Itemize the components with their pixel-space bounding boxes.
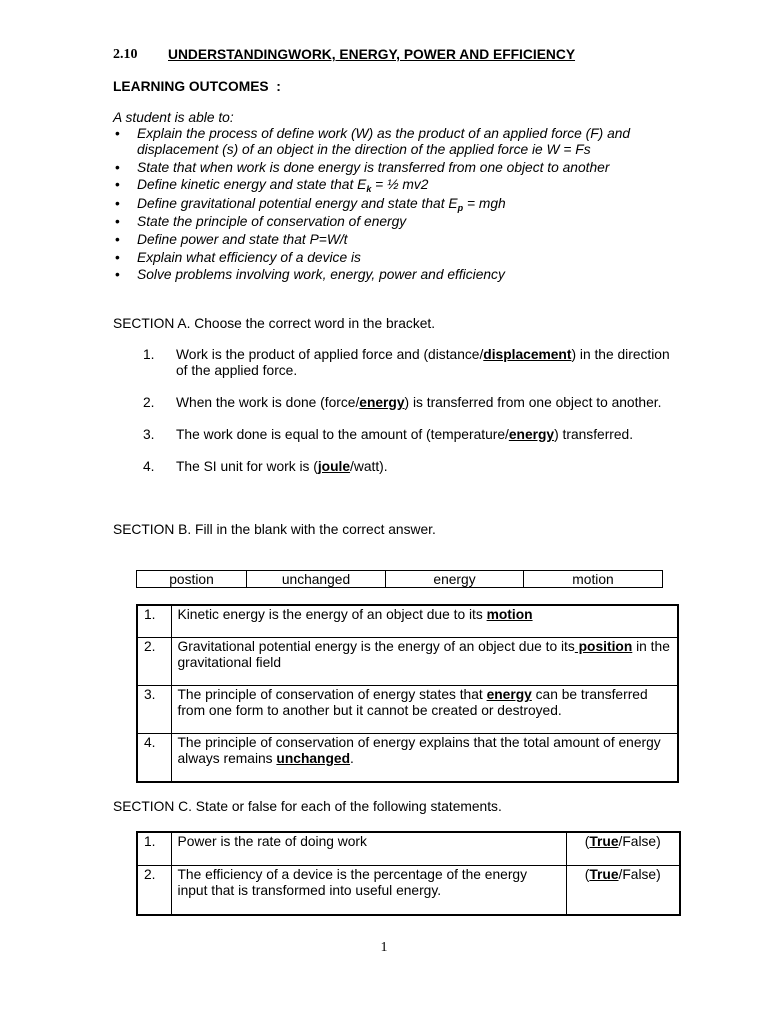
table-row	[137, 832, 680, 866]
word-bank-cell: energy	[386, 571, 524, 588]
row-number: 4.	[137, 734, 171, 783]
section-number: 2.10	[113, 47, 138, 62]
section-a-heading: SECTION A. Choose the correct word in the bracket.	[113, 316, 436, 332]
learning-outcomes-heading: LEARNING OUTCOMES :	[113, 79, 281, 94]
question-item	[143, 459, 768, 475]
question-text-after: /watt).	[350, 459, 388, 475]
learning-outcome-item	[137, 126, 677, 158]
row-text-after: can be transferred from one form to another but it cannot be created or destroyed.	[177, 687, 648, 719]
question-text-before: Work is the product of applied force and (distance/	[176, 347, 484, 363]
row-text	[171, 686, 678, 734]
row-text-before: Kinetic energy is the energy of an object due to its	[177, 607, 487, 623]
word-bank-cell: unchanged	[247, 571, 386, 588]
row-text	[171, 605, 678, 638]
true-false-answer	[566, 866, 680, 916]
table-row	[137, 734, 678, 783]
document-title: UNDERSTANDINGWORK, ENERGY, POWER AND EFFICIENCY	[168, 47, 576, 62]
section-c-table	[136, 831, 681, 916]
row-text-before: Gravitational potential energy is the energy of an object due to its	[177, 639, 575, 655]
section-a-questions	[143, 347, 768, 475]
word-bank-cell: motion	[524, 571, 663, 588]
question-number: 3.	[143, 427, 155, 443]
row-text-after: .	[350, 751, 354, 767]
row-text	[171, 734, 678, 783]
section-header	[113, 47, 768, 63]
question-number: 1.	[143, 347, 155, 363]
learning-outcome-item	[137, 177, 677, 194]
question-text-before: When the work is done (force/	[176, 395, 360, 411]
learning-outcome-text-after: = mgh	[463, 195, 506, 211]
question-text	[176, 347, 678, 379]
question-text-after: ) in the direction of the applied force.	[176, 347, 670, 379]
section-c-heading: SECTION C. State or false for each of the following statements.	[113, 799, 502, 815]
question-answer: energy	[508, 427, 555, 443]
answer-open: (	[584, 834, 590, 850]
row-answer: unchanged	[276, 751, 351, 767]
learning-outcome-text: Solve problems involving work, energy, power and efficiency	[137, 267, 505, 283]
table-row	[137, 866, 680, 916]
learning-outcome-text: Define power and state that P=W/t	[137, 231, 348, 247]
learning-outcome-item	[137, 196, 677, 213]
question-text-after: ) transferred.	[554, 427, 634, 443]
learning-outcome-item	[137, 250, 677, 266]
question-item	[143, 395, 768, 411]
table-row	[137, 686, 678, 734]
question-answer: energy	[359, 395, 405, 411]
question-item	[143, 427, 768, 443]
question-item	[143, 347, 768, 379]
learning-outcome-text: Explain the process of define work (W) as the product of an applied force (F) and displacement (s) of an object in the direction of the applied force ie W = Fs	[137, 126, 631, 157]
question-answer: joule	[317, 459, 351, 475]
word-bank-cell: postion	[137, 571, 247, 588]
learning-outcome-item	[137, 214, 677, 230]
learning-outcomes-intro: A student is able to:	[113, 110, 234, 125]
table-row	[137, 638, 678, 686]
question-number: 2.	[143, 395, 155, 411]
section-b-heading: SECTION B. Fill in the blank with the correct answer.	[113, 522, 436, 538]
learning-outcome-text: State the principle of conservation of energy	[137, 214, 407, 230]
row-number: 2.	[137, 638, 171, 686]
question-text-after: ) is transferred from one object to another.	[404, 395, 662, 411]
answer-close: /False)	[618, 867, 661, 883]
answer-choice: True	[589, 834, 619, 850]
table-row	[137, 605, 678, 638]
row-answer: motion	[486, 607, 533, 623]
question-text-before: The SI unit for work is (	[176, 459, 318, 475]
row-text-before: The principle of conservation of energy explains that the total amount of energy always remains	[177, 735, 661, 767]
learning-outcome-item	[137, 232, 677, 248]
section-b-table	[136, 604, 679, 783]
subscript: p	[457, 202, 464, 213]
learning-outcome-item	[137, 267, 677, 283]
answer-open: (	[584, 867, 590, 883]
question-text-before: The work done is equal to the amount of (temperature/	[176, 427, 509, 443]
statement-text: The efficiency of a device is the percentage of the energy input that is transformed into useful energy.	[171, 866, 566, 916]
learning-outcome-text: Define gravitational potential energy and state that E	[137, 195, 458, 211]
learning-outcome-text: Explain what efficiency of a device is	[137, 249, 361, 265]
word-bank-table	[136, 570, 663, 588]
row-number: 3.	[137, 686, 171, 734]
row-number: 1.	[137, 605, 171, 638]
question-text	[176, 459, 678, 475]
answer-choice: True	[589, 867, 619, 883]
statement-text: Power is the rate of doing work	[171, 832, 566, 866]
learning-outcome-item	[137, 160, 677, 176]
learning-outcomes-list	[137, 126, 677, 283]
learning-outcome-text-after: = ½ mv2	[371, 177, 429, 193]
row-answer: energy	[486, 687, 532, 703]
question-answer: displacement	[483, 347, 572, 363]
page-number: 1	[380, 940, 388, 956]
learning-outcome-text: Define kinetic energy and state that E	[137, 177, 367, 193]
row-text	[171, 638, 678, 686]
true-false-answer	[566, 832, 680, 866]
row-number: 2.	[137, 866, 171, 916]
answer-close: /False)	[618, 834, 661, 850]
row-number: 1.	[137, 832, 171, 866]
learning-outcome-text: State that when work is done energy is transferred from one object to another	[137, 159, 610, 175]
question-text	[176, 427, 678, 443]
row-answer: position	[574, 639, 633, 655]
row-text-before: The principle of conservation of energy states that	[177, 687, 487, 703]
question-number: 4.	[143, 459, 155, 475]
word-bank-row	[137, 571, 663, 588]
subscript: k	[366, 184, 372, 195]
question-text	[176, 395, 678, 411]
row-text-after: in the gravitational field	[177, 639, 670, 671]
